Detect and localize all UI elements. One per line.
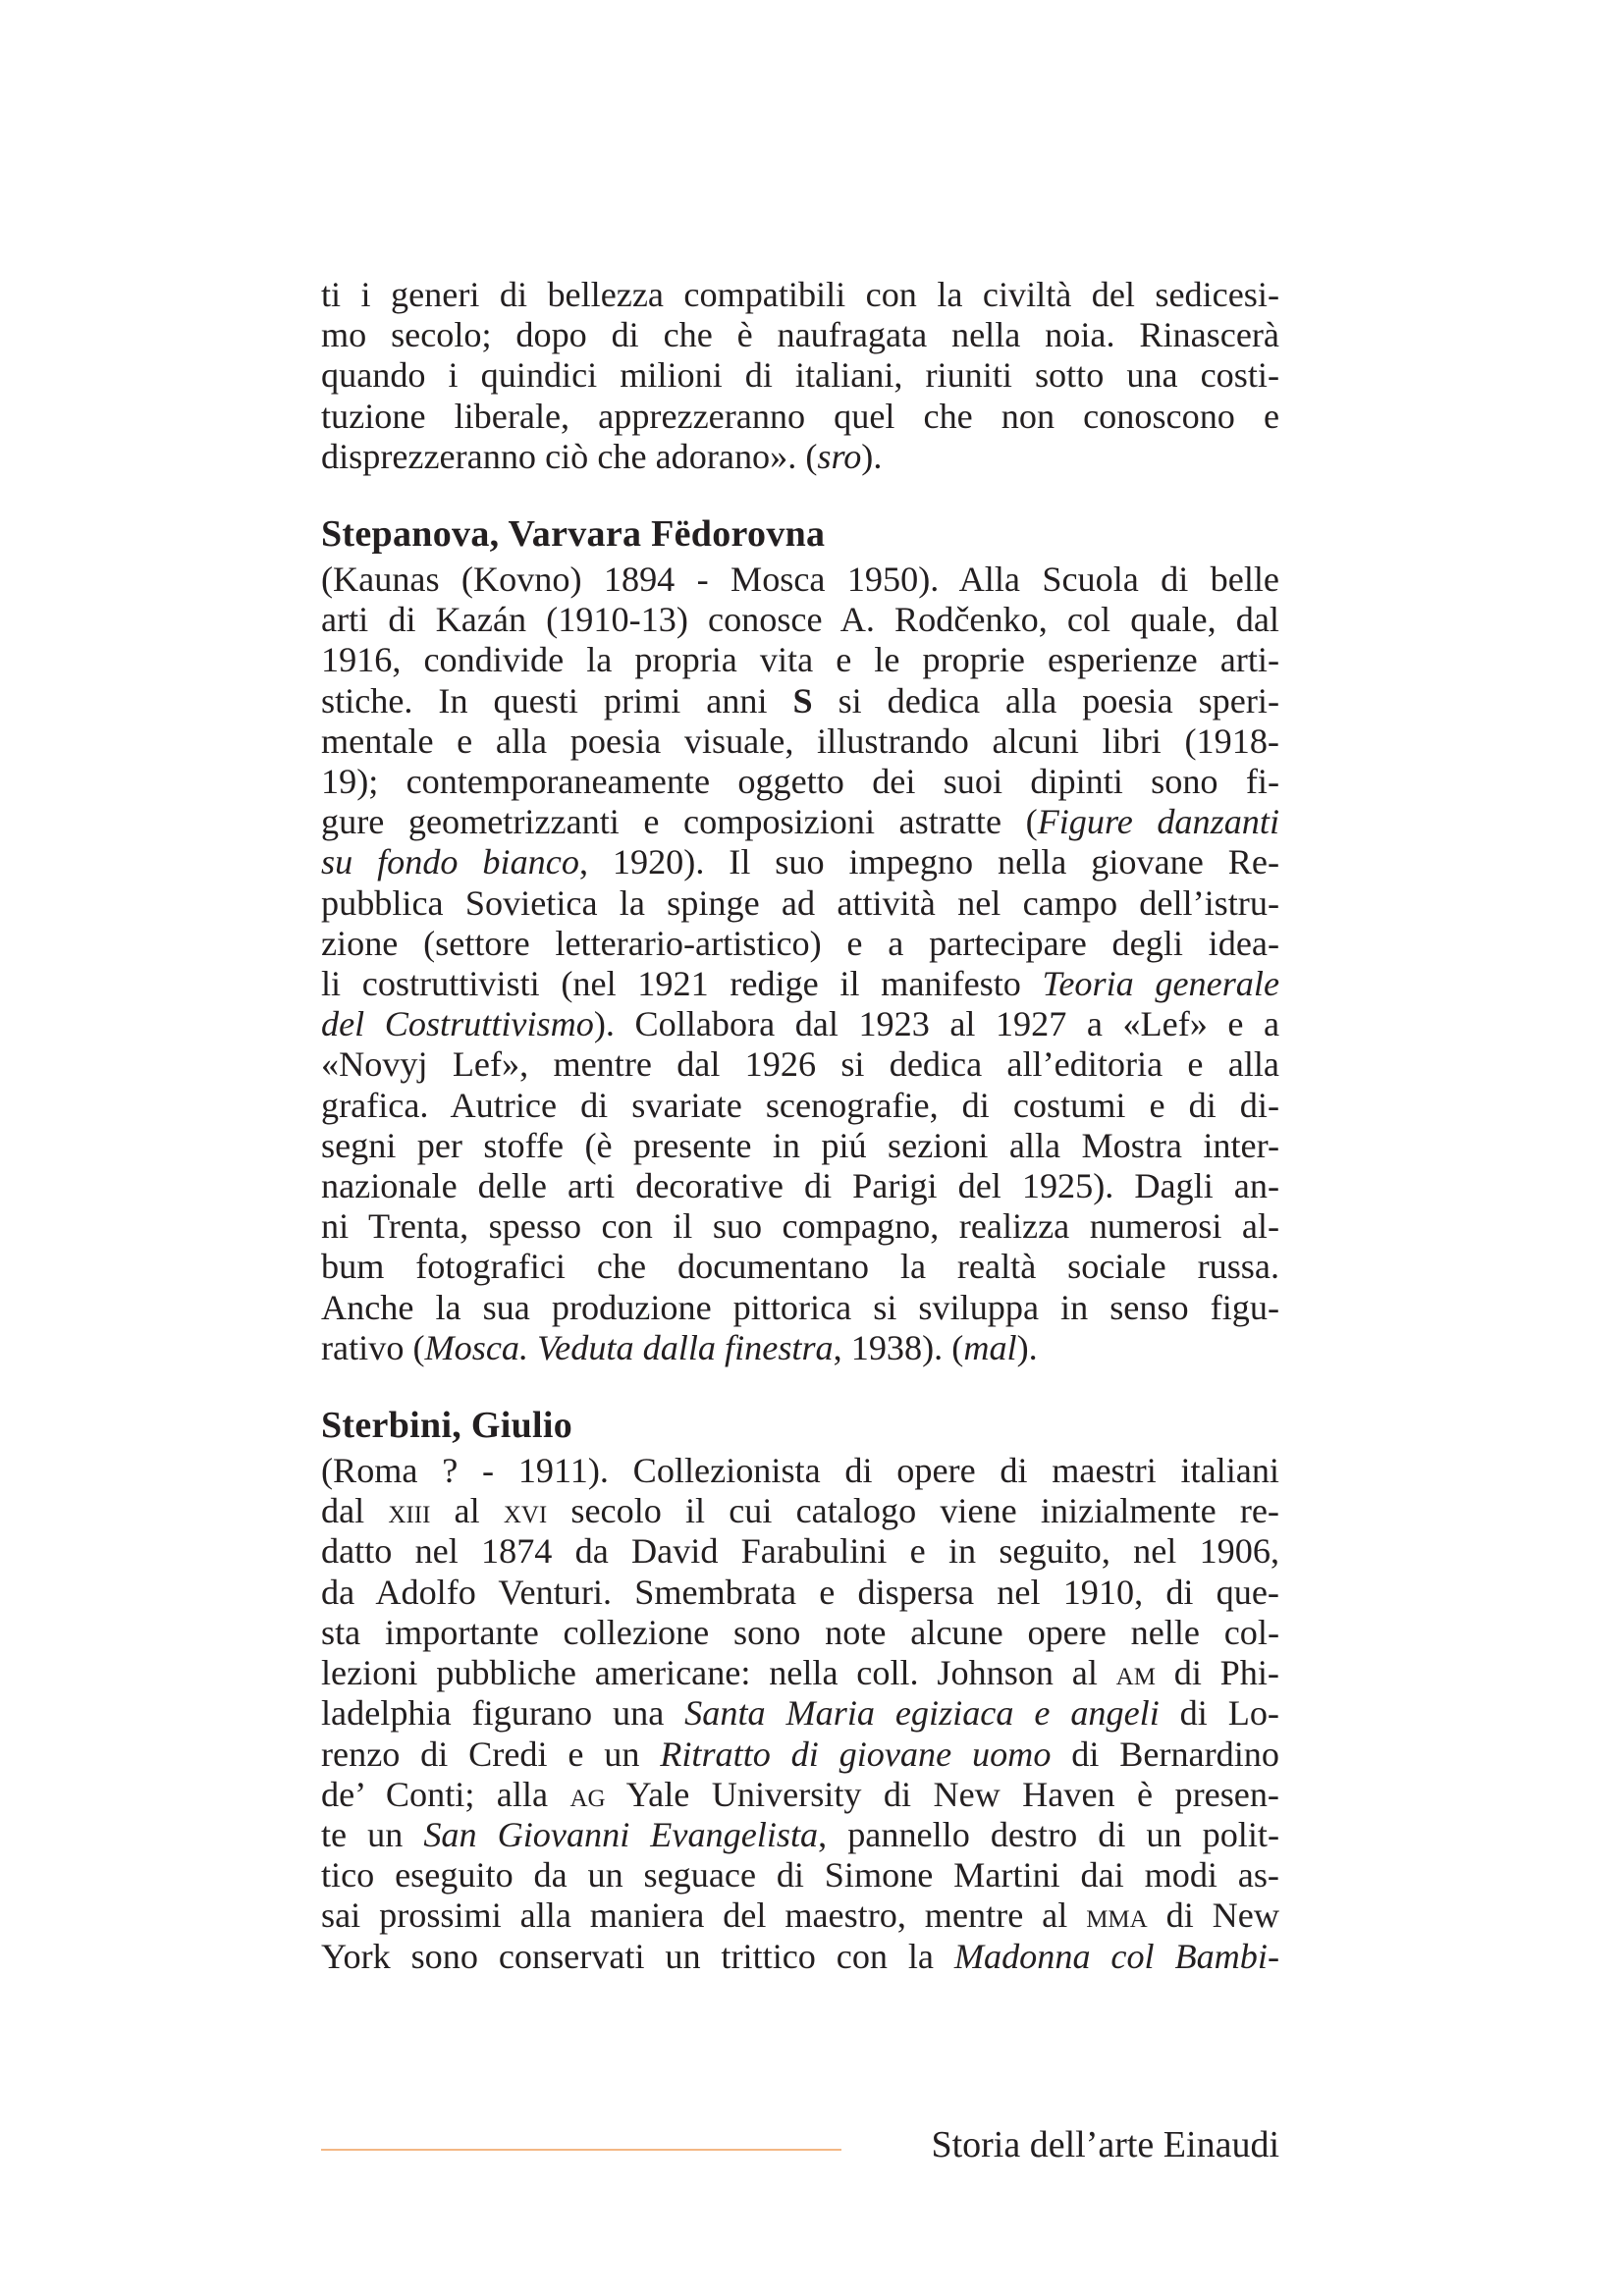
text-line: pubblica Sovietica la spinge ad attività nel campo dell’istru- [321, 882, 1279, 923]
text-line: sta importante collezione sono note alcune opere nelle col- [321, 1612, 1279, 1652]
abbreviation: ag [569, 1774, 606, 1814]
text-line: tico eseguito da un seguace di Simone Martini dai modi as- [321, 1855, 1279, 1896]
text-line: del Costruttivismo). Collabora dal 1923 al 1927 a «Lef» e a [321, 1004, 1280, 1044]
text-line: bum fotografici che documentano la realtà sociale russa. [321, 1247, 1279, 1287]
text-line: Anche la sua produzione pittorica si sviluppa in senso figu- [321, 1287, 1279, 1327]
text-line: sai prossimi alla maniera del maestro, mentre al mma di New [321, 1896, 1279, 1936]
text-line: arti di Kazán (1910-13) conosce A. Rodčenko, col quale, dal [321, 600, 1279, 640]
artwork-title: Madonna col Bambi- [953, 1936, 1279, 1976]
text-line: zione (settore letterario-artistico) e a partecipare degli idea- [321, 923, 1279, 963]
text-line: mo secolo; dopo di che è naufragata nella noia. Rinascerà [321, 315, 1279, 355]
text-line: dal xiii al xvi secolo il cui catalogo viene inizialmente re- [321, 1491, 1279, 1531]
artwork-title: su fondo bianco [321, 842, 579, 882]
text-line: stiche. In questi primi anni S si dedica alla poesia speri- [321, 680, 1279, 721]
text-line: de’ Conti; alla ag Yale University di New Haven è presen- [321, 1774, 1279, 1814]
roman-numeral: xvi [503, 1491, 548, 1531]
text-line: gure geometrizzanti e composizioni astratte (Figure danzanti [321, 802, 1279, 842]
text-line: rativo (Mosca. Veduta dalla finestra, 1938). (mal). [321, 1327, 1038, 1367]
footer-publication: Storia dell’arte Einaudi [931, 2124, 1279, 2165]
author-initials: mal [963, 1327, 1017, 1367]
text-line: quando i quindici milioni di italiani, riuniti sotto una costi- [321, 355, 1279, 396]
text-line: grafica. Autrice di svariate scenografie, di costumi e di di- [321, 1085, 1279, 1125]
work-title: Teoria generale [1042, 964, 1280, 1004]
text-line: renzo di Credi e un Ritratto di giovane uomo di Bernardino [321, 1734, 1279, 1774]
entry-body [321, 560, 1279, 1368]
page-body [321, 275, 1279, 1977]
text-line: nazionale delle arti decorative di Parigi del 1925). Dagli an- [321, 1166, 1279, 1206]
abbreviation: mma [1086, 1896, 1148, 1936]
text-line: datto nel 1874 da David Farabulini e in seguito, nel 1906, [321, 1531, 1279, 1572]
spacer [321, 1368, 1279, 1404]
roman-numeral: xiii [388, 1491, 431, 1531]
artwork-title: Mosca. Veduta dalla finestra [424, 1327, 834, 1367]
text-line: 19); contemporaneamente oggetto dei suoi dipinti sono fi- [321, 762, 1279, 802]
text-line: disprezzeranno ciò che adorano». (sro). [321, 436, 883, 476]
artwork-title: Santa Maria egiziaca e angeli [684, 1693, 1160, 1734]
text-line: tuzione liberale, apprezzeranno quel che non conoscono e [321, 396, 1279, 436]
text-line: York sono conservati un trittico con la Madonna col Bambi- [321, 1936, 1279, 1976]
entry-body [321, 1451, 1279, 1977]
entry-abbreviation: S [792, 680, 813, 721]
artwork-title: Figure danzanti [1037, 802, 1279, 842]
author-initials: sro [817, 436, 862, 476]
abbreviation: am [1115, 1653, 1156, 1693]
text-line: te un San Giovanni Evangelista, pannello destro di un polit- [321, 1814, 1280, 1854]
text-line: ladelphia figurano una Santa Maria egiziaca e angeli di Lo- [321, 1693, 1279, 1734]
work-title: del Costruttivismo [321, 1004, 594, 1044]
artwork-title: Ritratto di giovane uomo [660, 1734, 1052, 1774]
text-line: (Kaunas (Kovno) 1894 - Mosca 1950). Alla Scuola di belle [321, 560, 1279, 600]
text-line: su fondo bianco, 1920). Il suo impegno nella giovane Re- [321, 842, 1279, 882]
text-line: segni per stoffe (è presente in piú sezioni alla Mostra inter- [321, 1125, 1279, 1165]
text-line: da Adolfo Venturi. Smembrata e dispersa nel 1910, di que- [321, 1572, 1279, 1612]
text-line: ni Trenta, spesso con il suo compagno, realizza numerosi al- [321, 1206, 1279, 1247]
continued-paragraph [321, 275, 1279, 477]
footer-rule [321, 2149, 841, 2151]
spacer [321, 477, 1279, 512]
text-line: (Roma ? - 1911). Collezionista di opere di maestri italiani [321, 1451, 1279, 1491]
entry-title: Stepanova, Varvara Fëdorovna [321, 513, 826, 556]
text-line: ti i generi di bellezza compatibili con la civiltà del sedicesi- [321, 275, 1279, 314]
text-line: 1916, condivide la propria vita e le proprie esperienze arti- [321, 640, 1279, 680]
entry-title: Sterbini, Giulio [321, 1405, 573, 1447]
artwork-title: San Giovanni Evangelista [423, 1814, 819, 1854]
text-line: li costruttivisti (nel 1921 redige il manifesto Teoria generale [321, 964, 1280, 1004]
text-line: mentale e alla poesia visuale, illustrando alcuni libri (1918- [321, 721, 1279, 761]
text-line: «Novyj Lef», mentre dal 1926 si dedica all’editoria e alla [321, 1044, 1279, 1085]
text-line: lezioni pubbliche americane: nella coll. Johnson al am di Phi- [321, 1653, 1279, 1693]
